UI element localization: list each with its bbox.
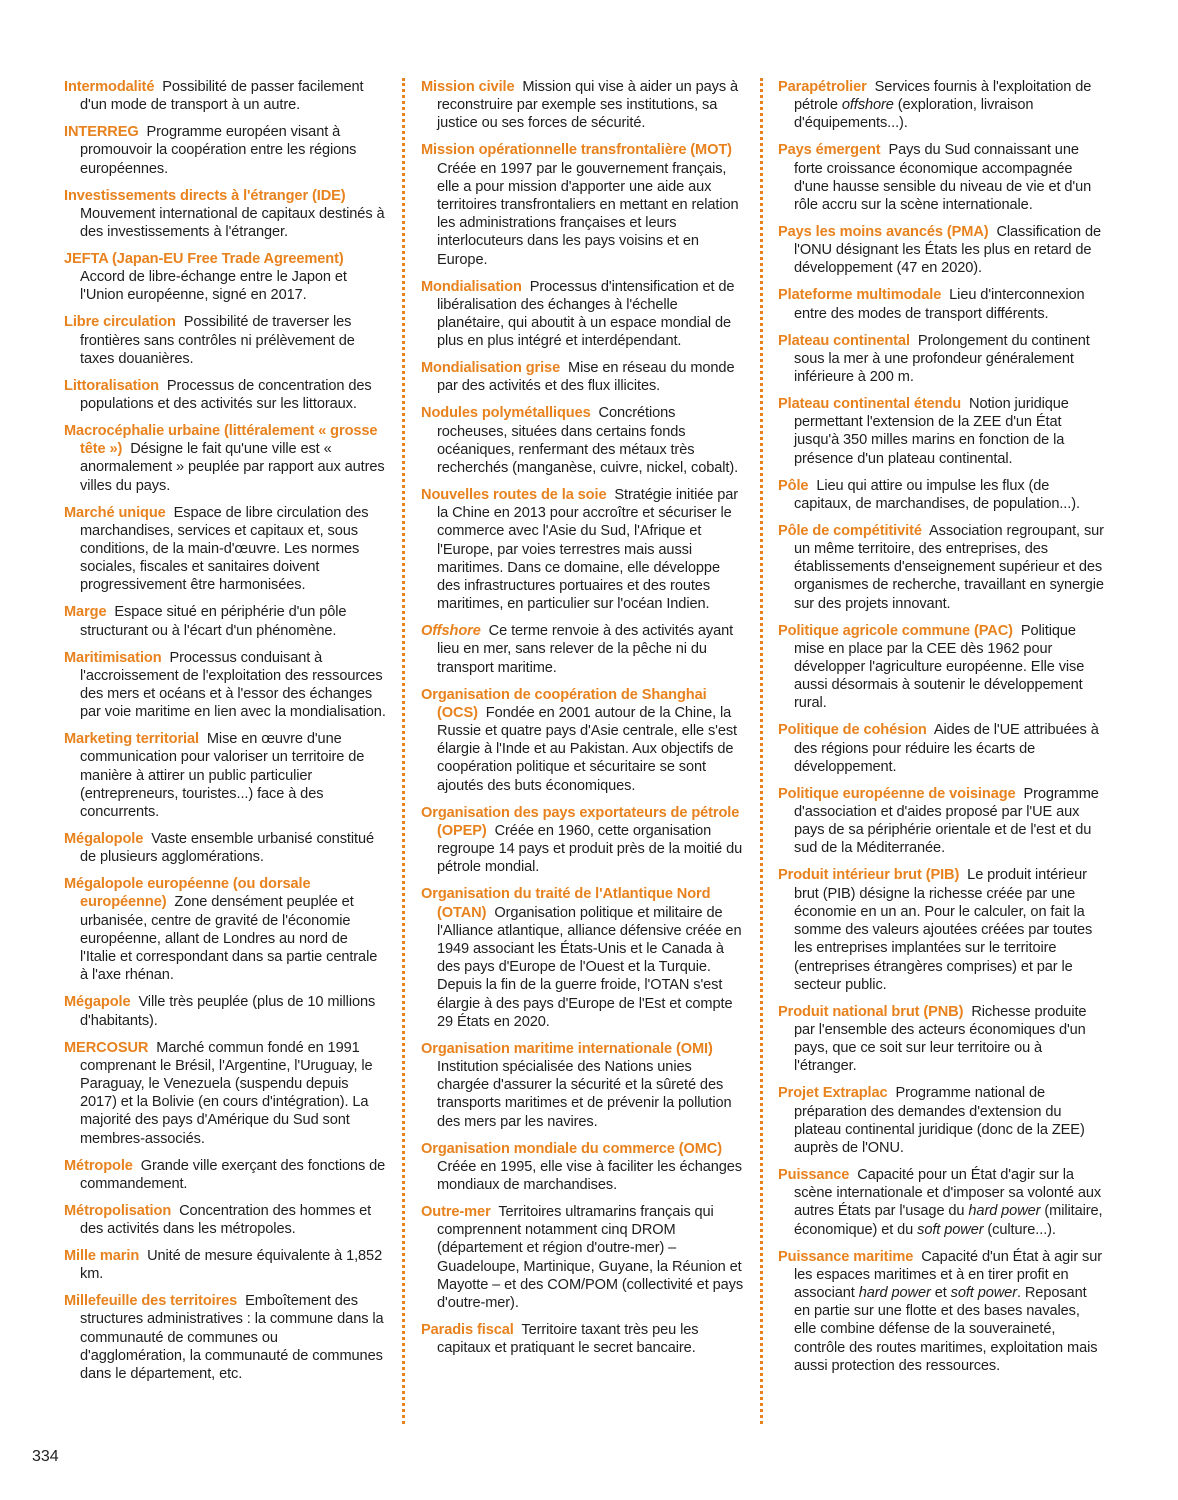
glossary-definition: Accord de libre-échange entre le Japon et l'Union européenne, signé en 2017. bbox=[80, 269, 347, 304]
glossary-entry bbox=[421, 1203, 746, 1312]
glossary-entry bbox=[421, 804, 746, 877]
glossary-term: Métropole bbox=[64, 1157, 133, 1174]
glossary-term: Marché unique bbox=[64, 504, 166, 521]
glossary-definition: Aides de l'UE attribuées à des régions pour réduire les écarts de développement. bbox=[794, 722, 1099, 775]
glossary-entry bbox=[778, 1003, 1104, 1076]
glossary-term: Intermodalité bbox=[64, 79, 155, 95]
glossary-term: Projet Extraplac bbox=[778, 1085, 888, 1102]
definition-segment: Capacité pour un État d'agir sur la scène internationale et d'imposer sa volonté aux autres États par l'usage du bbox=[794, 1166, 1102, 1220]
glossary-term: Mission opérationnelle transfrontalière (MOT) bbox=[421, 142, 732, 159]
glossary-term: Maritimisation bbox=[64, 649, 162, 666]
glossary-entry bbox=[421, 1140, 746, 1195]
glossary-entry bbox=[421, 885, 746, 1031]
glossary-entry bbox=[778, 622, 1104, 713]
glossary-definition: Notion juridique permettant l'extension de la ZEE d'un État jusqu'à 350 milles marins en fonction de la présence d'un plateau continental. bbox=[794, 396, 1069, 467]
glossary-entry bbox=[64, 1247, 386, 1283]
glossary-term: Politique de cohésion bbox=[778, 722, 927, 739]
glossary-term: Mille marin bbox=[64, 1247, 140, 1264]
glossary-definition: Territoires ultramarins français qui comprennent notamment cinq DROM (département et région d'outre-mer) – Guadeloupe, Martinique, Guyane, la Réunion et Mayotte – et des COM/POM (collectivité et pays d'outre-mer). bbox=[437, 1203, 744, 1311]
definition-segment: hard power bbox=[968, 1203, 1041, 1220]
glossary-term: Plateforme multimodale bbox=[778, 287, 942, 304]
glossary-entry bbox=[778, 477, 1104, 513]
glossary-entry bbox=[778, 1248, 1104, 1375]
glossary-definition: Politique mise en place par la CEE dès 1962 pour développer l'agriculture européenne. Elle vise aussi désormais à soutenir le développement rural. bbox=[794, 622, 1085, 712]
glossary-entry bbox=[778, 332, 1104, 387]
glossary-entry bbox=[64, 603, 386, 639]
glossary-definition: Vaste ensemble urbanisé constitué de plusieurs agglomérations. bbox=[80, 831, 374, 866]
glossary-entry bbox=[778, 78, 1104, 133]
glossary-entry bbox=[421, 141, 746, 268]
glossary-entry bbox=[778, 286, 1104, 322]
glossary-definition: Créée en 1997 par le gouvernement français, elle a pour mission d'apporter une aide aux territoires transfrontaliers en mettant en relation les administrations françaises et leurs interlocuteurs dans les pays voisins et en Europe. bbox=[437, 160, 739, 268]
glossary-definition bbox=[794, 1249, 1102, 1374]
glossary-definition: Créée en 1960, cette organisation regroupe 14 pays et produit près de la moitié du pétrole mondial. bbox=[437, 822, 743, 876]
glossary-entry bbox=[778, 1166, 1104, 1239]
glossary-column-2 bbox=[421, 78, 746, 1366]
definition-segment: . Reposant en partie sur une flotte et des bases navales, elle combine défense de la souveraineté, contrôle des routes maritimes, exploitation mais aussi protection des ressources. bbox=[794, 1284, 1098, 1374]
glossary-entry bbox=[64, 730, 386, 821]
glossary-definition: Désigne le fait qu'une ville est « anormalement » peuplée par rapport aux autres villes du pays. bbox=[80, 441, 385, 494]
glossary-term: Nouvelles routes de la soie bbox=[421, 487, 607, 504]
glossary-definition: Concentration des hommes et des activités dans les métropoles. bbox=[80, 1202, 372, 1237]
definition-segment: offshore bbox=[841, 97, 894, 114]
glossary-term: Produit national brut (PNB) bbox=[778, 1003, 964, 1020]
glossary-definition: Institution spécialisée des Nations unies chargée d'assurer la sécurité et la sûreté des transports maritimes et de prévenir la pollution des mers par les navires. bbox=[437, 1058, 732, 1130]
glossary-entry bbox=[778, 141, 1104, 214]
glossary-definition: Possibilité de traverser les frontières sans contrôles ni prélèvement de taxes douanières. bbox=[80, 314, 355, 367]
glossary-entry bbox=[421, 78, 746, 133]
glossary-term: INTERREG bbox=[64, 124, 139, 141]
glossary-term: Pays émergent bbox=[778, 142, 881, 159]
glossary-term: Puissance bbox=[778, 1166, 850, 1183]
glossary-term: Mégapole bbox=[64, 994, 131, 1011]
glossary-definition: Programme européen visant à promouvoir la coopération entre les régions européennes. bbox=[80, 124, 357, 177]
glossary-entry bbox=[64, 377, 386, 413]
glossary-entry bbox=[421, 486, 746, 613]
definition-segment: et bbox=[930, 1284, 951, 1301]
glossary-definition: Programme national de préparation des demandes d'extension du plateau continental juridique (donc de la ZEE) auprès de l'ONU. bbox=[794, 1085, 1085, 1156]
glossary-term: Littoralisation bbox=[64, 377, 159, 394]
glossary-entry bbox=[778, 223, 1104, 278]
column-separator-2 bbox=[760, 78, 763, 1424]
glossary-entry bbox=[64, 649, 386, 722]
glossary-definition: Territoire taxant très peu les capitaux et pratiquant le secret bancaire. bbox=[437, 1321, 699, 1357]
glossary-definition: Pays du Sud connaissant une forte croissance économique accompagnée d'une hausse sensible du niveau de vie et d'un rôle accru sur la scène internationale. bbox=[794, 142, 1092, 214]
glossary-entry bbox=[778, 522, 1104, 613]
definition-segment: soft power bbox=[950, 1284, 1017, 1301]
glossary-term: Marge bbox=[64, 604, 107, 621]
definition-segment: Services fournis à l'exploitation de pétrole bbox=[794, 79, 1092, 114]
definition-segment: (militaire, économique) et du bbox=[794, 1203, 1103, 1238]
glossary-definition: Processus conduisant à l'accroissement de l'exploitation des ressources des mers et océans et à l'essor des échanges par voie maritime en lien avec la mondialisation. bbox=[80, 649, 386, 721]
glossary-definition: Mise en réseau du monde par des activités et des flux illicites. bbox=[437, 360, 735, 395]
glossary-definition: Emboîtement des structures administratives : la commune dans la communauté de communes ou d'agglomération, la communauté de communes dans le département, etc. bbox=[80, 1293, 384, 1382]
glossary-entry bbox=[64, 78, 386, 114]
glossary-entry bbox=[421, 686, 746, 795]
glossary-definition: Mise en œuvre d'une communication pour valoriser un territoire de manière à attirer un public particulier (entrepreneurs, touristes...) face à des concurrents. bbox=[80, 731, 365, 821]
glossary-definition: Créée en 1995, elle vise à faciliter les échanges mondiaux de marchandises. bbox=[437, 1158, 742, 1193]
glossary-entry bbox=[421, 1040, 746, 1131]
glossary-term: Plateau continental bbox=[778, 332, 910, 349]
glossary-term: Plateau continental étendu bbox=[778, 396, 962, 413]
glossary-definition: Richesse produite par l'ensemble des acteurs économiques d'un pays, que ce soit sur leur territoire ou à l'étranger. bbox=[794, 1003, 1087, 1075]
glossary-term: Organisation mondiale du commerce (OMC) bbox=[421, 1140, 722, 1157]
glossary-definition: Prolongement du continent sous la mer à une profondeur généralement inférieure à 200 m. bbox=[794, 332, 1090, 386]
glossary-term: Mégalopole bbox=[64, 831, 144, 848]
glossary-term: Parapétrolier bbox=[778, 79, 867, 95]
glossary-term: MERCOSUR bbox=[64, 1039, 149, 1056]
definition-segment: (exploration, livraison d'équipements...). bbox=[794, 97, 1034, 132]
glossary-term: Outre-mer bbox=[421, 1203, 491, 1220]
glossary-entry bbox=[64, 830, 386, 866]
glossary-term: Politique agricole commune (PAC) bbox=[778, 622, 1013, 639]
glossary-definition: Ce terme renvoie à des activités ayant lieu en mer, sans relever de la pêche ni du transport maritime. bbox=[437, 623, 734, 676]
glossary-entry bbox=[421, 359, 746, 395]
glossary-definition: Stratégie initiée par la Chine en 2013 pour accroître et sécuriser le commerce avec l'Asie du Sud, l'Afrique et l'Europe, par voies terrestres mais aussi maritimes. Dans ce domaine, elle développe des infrastructures portuaires et des routes maritimes, en particulier sur l'océan Indien. bbox=[437, 487, 739, 613]
glossary-term: Pays les moins avancés (PMA) bbox=[778, 224, 989, 241]
glossary-term: Pôle bbox=[778, 477, 809, 494]
glossary-term: Organisation de coopération de Shanghai (OCS) bbox=[421, 686, 707, 721]
glossary-entry bbox=[64, 250, 386, 305]
glossary-definition: Fondée en 2001 autour de la Chine, la Russie et quatre pays d'Asie centrale, elle s'est élargie à l'Inde et au Pakistan. Aux objectifs de coopération politique et sécuritaire se sont ajoutés des buts économiques. bbox=[437, 704, 738, 794]
glossary-term: Puissance maritime bbox=[778, 1248, 914, 1265]
glossary-definition: Lieu d'interconnexion entre des modes de transport différents. bbox=[794, 287, 1085, 322]
glossary-definition: Unité de mesure équivalente à 1,852 km. bbox=[80, 1247, 383, 1283]
glossary-term: Pôle de compétitivité bbox=[778, 522, 922, 539]
glossary-definition: Lieu qui attire ou impulse les flux (de capitaux, de marchandises, de population...). bbox=[794, 477, 1080, 512]
glossary-term: Mégalopole européenne (ou dorsale européenne) bbox=[64, 876, 311, 911]
glossary-definition: Possibilité de passer facilement d'un mode de transport à un autre. bbox=[80, 79, 364, 114]
glossary-definition: Organisation politique et militaire de l'Alliance atlantique, alliance défensive créée en 1949 associant les États-Unis et le Canada à des pays d'Europe de l'Ouest et la Turquie. Depuis la fin de la guerre froide, l'OTAN s'est élargie à des pays d'Europe de l'Est et compte 29 États en 2020. bbox=[437, 904, 742, 1030]
glossary-definition: Zone densément peuplée et urbanisée, centre de gravité de l'économie européenne, allant de Londres au nord de l'Italie et correspondant dans sa partie centrale à l'axe rhénan. bbox=[80, 894, 378, 984]
glossary-entry bbox=[64, 993, 386, 1029]
glossary-entry bbox=[778, 721, 1104, 776]
glossary-term: Mondialisation grise bbox=[421, 360, 561, 377]
glossary-term: Mission civile bbox=[421, 79, 515, 95]
glossary-entry bbox=[64, 504, 386, 595]
glossary-term: Libre circulation bbox=[64, 314, 176, 331]
glossary-term: Métropolisation bbox=[64, 1202, 172, 1219]
glossary-entry bbox=[421, 622, 746, 677]
glossary-entry bbox=[421, 404, 746, 477]
glossary-definition: Association regroupant, sur un même territoire, des entreprises, des établissements d'enseignement supérieur et des organismes de recherche, travaillant en synergie sur des projets innovant. bbox=[794, 522, 1104, 612]
glossary-term: JEFTA (Japan-EU Free Trade Agreement) bbox=[64, 251, 344, 268]
glossary-definition: Mouvement international de capitaux destinés à des investissements à l'étranger. bbox=[80, 205, 385, 241]
glossary-term: Organisation maritime internationale (OMI) bbox=[421, 1040, 713, 1057]
glossary-definition: Classification de l'ONU désignant les États les plus en retard de développement (47 en 2020). bbox=[794, 224, 1102, 277]
glossary-entry bbox=[64, 313, 386, 368]
glossary-column-1 bbox=[64, 78, 386, 1392]
glossary-entry bbox=[778, 1084, 1104, 1157]
glossary-definition: Processus de concentration des populations et des activités sur les littoraux. bbox=[80, 377, 372, 413]
glossary-term: Nodules polymétalliques bbox=[421, 405, 591, 422]
glossary-entry bbox=[778, 785, 1104, 858]
glossary-entry bbox=[64, 1039, 386, 1148]
page-number: 334 bbox=[32, 1448, 59, 1465]
glossary-definition: Ville très peuplée (plus de 10 millions d'habitants). bbox=[80, 994, 376, 1029]
definition-segment: Capacité d'un État à agir sur les espaces maritimes et à en tirer profit en associant bbox=[794, 1248, 1103, 1301]
glossary-entry bbox=[64, 1292, 386, 1383]
glossary-entry bbox=[421, 1321, 746, 1357]
glossary-entry bbox=[64, 1157, 386, 1193]
glossary-term: Politique européenne de voisinage bbox=[778, 785, 1016, 802]
glossary-definition: Grande ville exerçant des fonctions de commandement. bbox=[80, 1157, 386, 1192]
glossary-entry bbox=[64, 187, 386, 242]
glossary-entry bbox=[421, 278, 746, 351]
glossary-term: Millefeuille des territoires bbox=[64, 1293, 238, 1310]
glossary-definition: Programme d'association et d'aides proposé par l'UE aux pays de sa périphérie orientale et de l'est et du sud de la Méditerranée. bbox=[794, 785, 1099, 857]
glossary-entry bbox=[64, 422, 386, 495]
definition-segment: hard power bbox=[858, 1284, 931, 1301]
glossary-term: Investissements directs à l'étranger (IDE) bbox=[64, 187, 346, 204]
glossary-term: Macrocéphalie urbaine (littéralement « grosse tête ») bbox=[64, 423, 378, 458]
glossary-entry bbox=[778, 866, 1104, 993]
glossary-term: Organisation des pays exportateurs de pétrole (OPEP) bbox=[421, 804, 740, 839]
glossary-definition: Processus d'intensification et de libéralisation des échanges à l'échelle planétaire, qui aboutit à un espace mondial de plus en plus intégré et interdépendant. bbox=[437, 278, 735, 350]
glossary-entry bbox=[64, 1202, 386, 1238]
glossary-column-3 bbox=[778, 78, 1104, 1384]
glossary-term: Organisation du traité de l'Atlantique Nord (OTAN) bbox=[421, 886, 711, 921]
glossary-term: Mondialisation bbox=[421, 278, 522, 295]
glossary-term: Paradis fiscal bbox=[421, 1321, 514, 1338]
glossary-term: Produit intérieur brut (PIB) bbox=[778, 867, 960, 884]
glossary-entry bbox=[64, 875, 386, 984]
glossary-entry bbox=[64, 123, 386, 178]
definition-segment: soft power bbox=[917, 1221, 984, 1238]
definition-segment: (culture...). bbox=[983, 1221, 1056, 1238]
glossary-definition: Mission qui vise à aider un pays à reconstruire par exemple ses institutions, sa justice ou ses forces de sécurité. bbox=[437, 79, 739, 132]
glossary-definition: Le produit intérieur brut (PIB) désigne la richesse créée par une économie en un an. Pour le calculer, on fait la somme des valeurs ajoutées créées par toutes les entreprises implantées sur le territoire (entreprises étrangères comprises) et par le secteur public. bbox=[794, 867, 1093, 993]
glossary-definition: Espace de libre circulation des marchandises, services et capitaux et, sous conditions, de la main-d'œuvre. Les normes sociales, fiscales et sanitaires doivent progressivement être harmonisées. bbox=[80, 504, 369, 594]
glossary-definition: Marché commun fondé en 1991 comprenant le Brésil, l'Argentine, l'Uruguay, le Paraguay, le Venezuela (suspendu depuis 2017) et la Bolivie (en cours d'intégration). La majorité des pays d'Amérique du Sud sont membres-associés. bbox=[80, 1039, 373, 1147]
glossary-term: Marketing territorial bbox=[64, 731, 199, 748]
column-separator-1 bbox=[402, 78, 405, 1424]
glossary-entry bbox=[778, 395, 1104, 468]
glossary-term: Offshore bbox=[421, 623, 481, 640]
glossary-definition: Concrétions rocheuses, situées dans certains fonds océaniques, renfermant des métaux très recherchés (manganèse, cuivre, nickel, cobalt). bbox=[437, 405, 739, 477]
glossary-definition: Espace situé en périphérie d'un pôle structurant ou à l'écart d'un phénomène. bbox=[80, 604, 347, 639]
